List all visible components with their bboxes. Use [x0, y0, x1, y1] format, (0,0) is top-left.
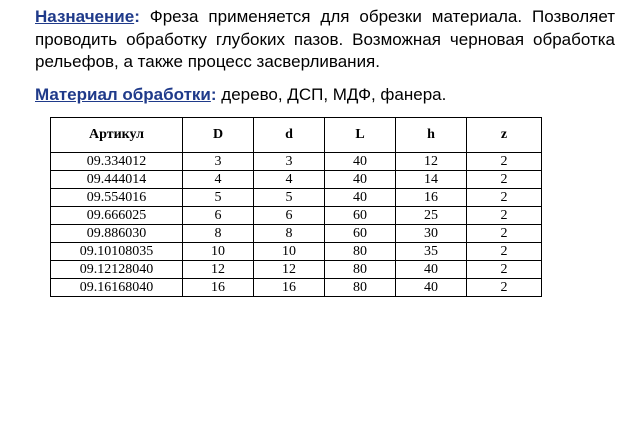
cell-article: 09.10108035 [51, 243, 183, 261]
cell-l: 80 [325, 261, 396, 279]
cell-d-lower: 10 [254, 243, 325, 261]
cell-l: 60 [325, 225, 396, 243]
cell-d-upper: 12 [183, 261, 254, 279]
cell-h: 30 [396, 225, 467, 243]
cell-d-lower: 8 [254, 225, 325, 243]
specs-table [50, 117, 542, 297]
cell-d-lower: 3 [254, 153, 325, 171]
cell-d-upper: 4 [183, 171, 254, 189]
purpose-colon: : [134, 7, 140, 26]
cell-z: 2 [467, 261, 542, 279]
material-text: дерево, ДСП, МДФ, фанера. [216, 85, 447, 104]
cell-article: 09.12128040 [51, 261, 183, 279]
cell-article: 09.334012 [51, 153, 183, 171]
cell-h: 35 [396, 243, 467, 261]
cell-d-lower: 4 [254, 171, 325, 189]
cell-h: 12 [396, 153, 467, 171]
table-row [51, 207, 542, 225]
cell-d-upper: 10 [183, 243, 254, 261]
purpose-text: Фреза применяется для обрезки материала. Позволяет проводить обработку глубоких пазов. Возможная черновая обработка рельефов, а также процесс засверливания. [35, 7, 615, 71]
cell-d-upper: 3 [183, 153, 254, 171]
header-d-upper: D [183, 118, 254, 153]
cell-z: 2 [467, 207, 542, 225]
header-article: Артикул [51, 118, 183, 153]
cell-l: 80 [325, 243, 396, 261]
cell-d-lower: 12 [254, 261, 325, 279]
cell-h: 16 [396, 189, 467, 207]
table-row [51, 189, 542, 207]
cell-d-upper: 8 [183, 225, 254, 243]
cell-l: 40 [325, 171, 396, 189]
cell-h: 40 [396, 279, 467, 297]
cell-z: 2 [467, 153, 542, 171]
cell-d-upper: 16 [183, 279, 254, 297]
purpose-paragraph [35, 6, 615, 74]
table-row [51, 225, 542, 243]
table-row [51, 171, 542, 189]
material-colon: : [210, 85, 217, 104]
cell-d-lower: 16 [254, 279, 325, 297]
cell-article: 09.554016 [51, 189, 183, 207]
cell-h: 25 [396, 207, 467, 225]
cell-l: 40 [325, 153, 396, 171]
cell-h: 14 [396, 171, 467, 189]
cell-l: 80 [325, 279, 396, 297]
purpose-label: Назначение [35, 7, 135, 26]
table-row [51, 261, 542, 279]
header-z: z [467, 118, 542, 153]
header-d-lower: d [254, 118, 325, 153]
cell-l: 60 [325, 207, 396, 225]
cell-d-lower: 5 [254, 189, 325, 207]
cell-article: 09.886030 [51, 225, 183, 243]
cell-z: 2 [467, 189, 542, 207]
cell-z: 2 [467, 243, 542, 261]
cell-d-lower: 6 [254, 207, 325, 225]
cell-article: 09.444014 [51, 171, 183, 189]
table-row [51, 243, 542, 261]
table-header-row [51, 118, 542, 153]
cell-l: 40 [325, 189, 396, 207]
cell-d-upper: 5 [183, 189, 254, 207]
cell-d-upper: 6 [183, 207, 254, 225]
table-row [51, 153, 542, 171]
material-label: Материал обработки [35, 85, 211, 104]
cell-z: 2 [467, 279, 542, 297]
cell-h: 40 [396, 261, 467, 279]
header-h: h [396, 118, 467, 153]
table-row [51, 279, 542, 297]
cell-z: 2 [467, 225, 542, 243]
cell-article: 09.16168040 [51, 279, 183, 297]
cell-z: 2 [467, 171, 542, 189]
material-paragraph [35, 84, 615, 106]
cell-article: 09.666025 [51, 207, 183, 225]
header-l: L [325, 118, 396, 153]
